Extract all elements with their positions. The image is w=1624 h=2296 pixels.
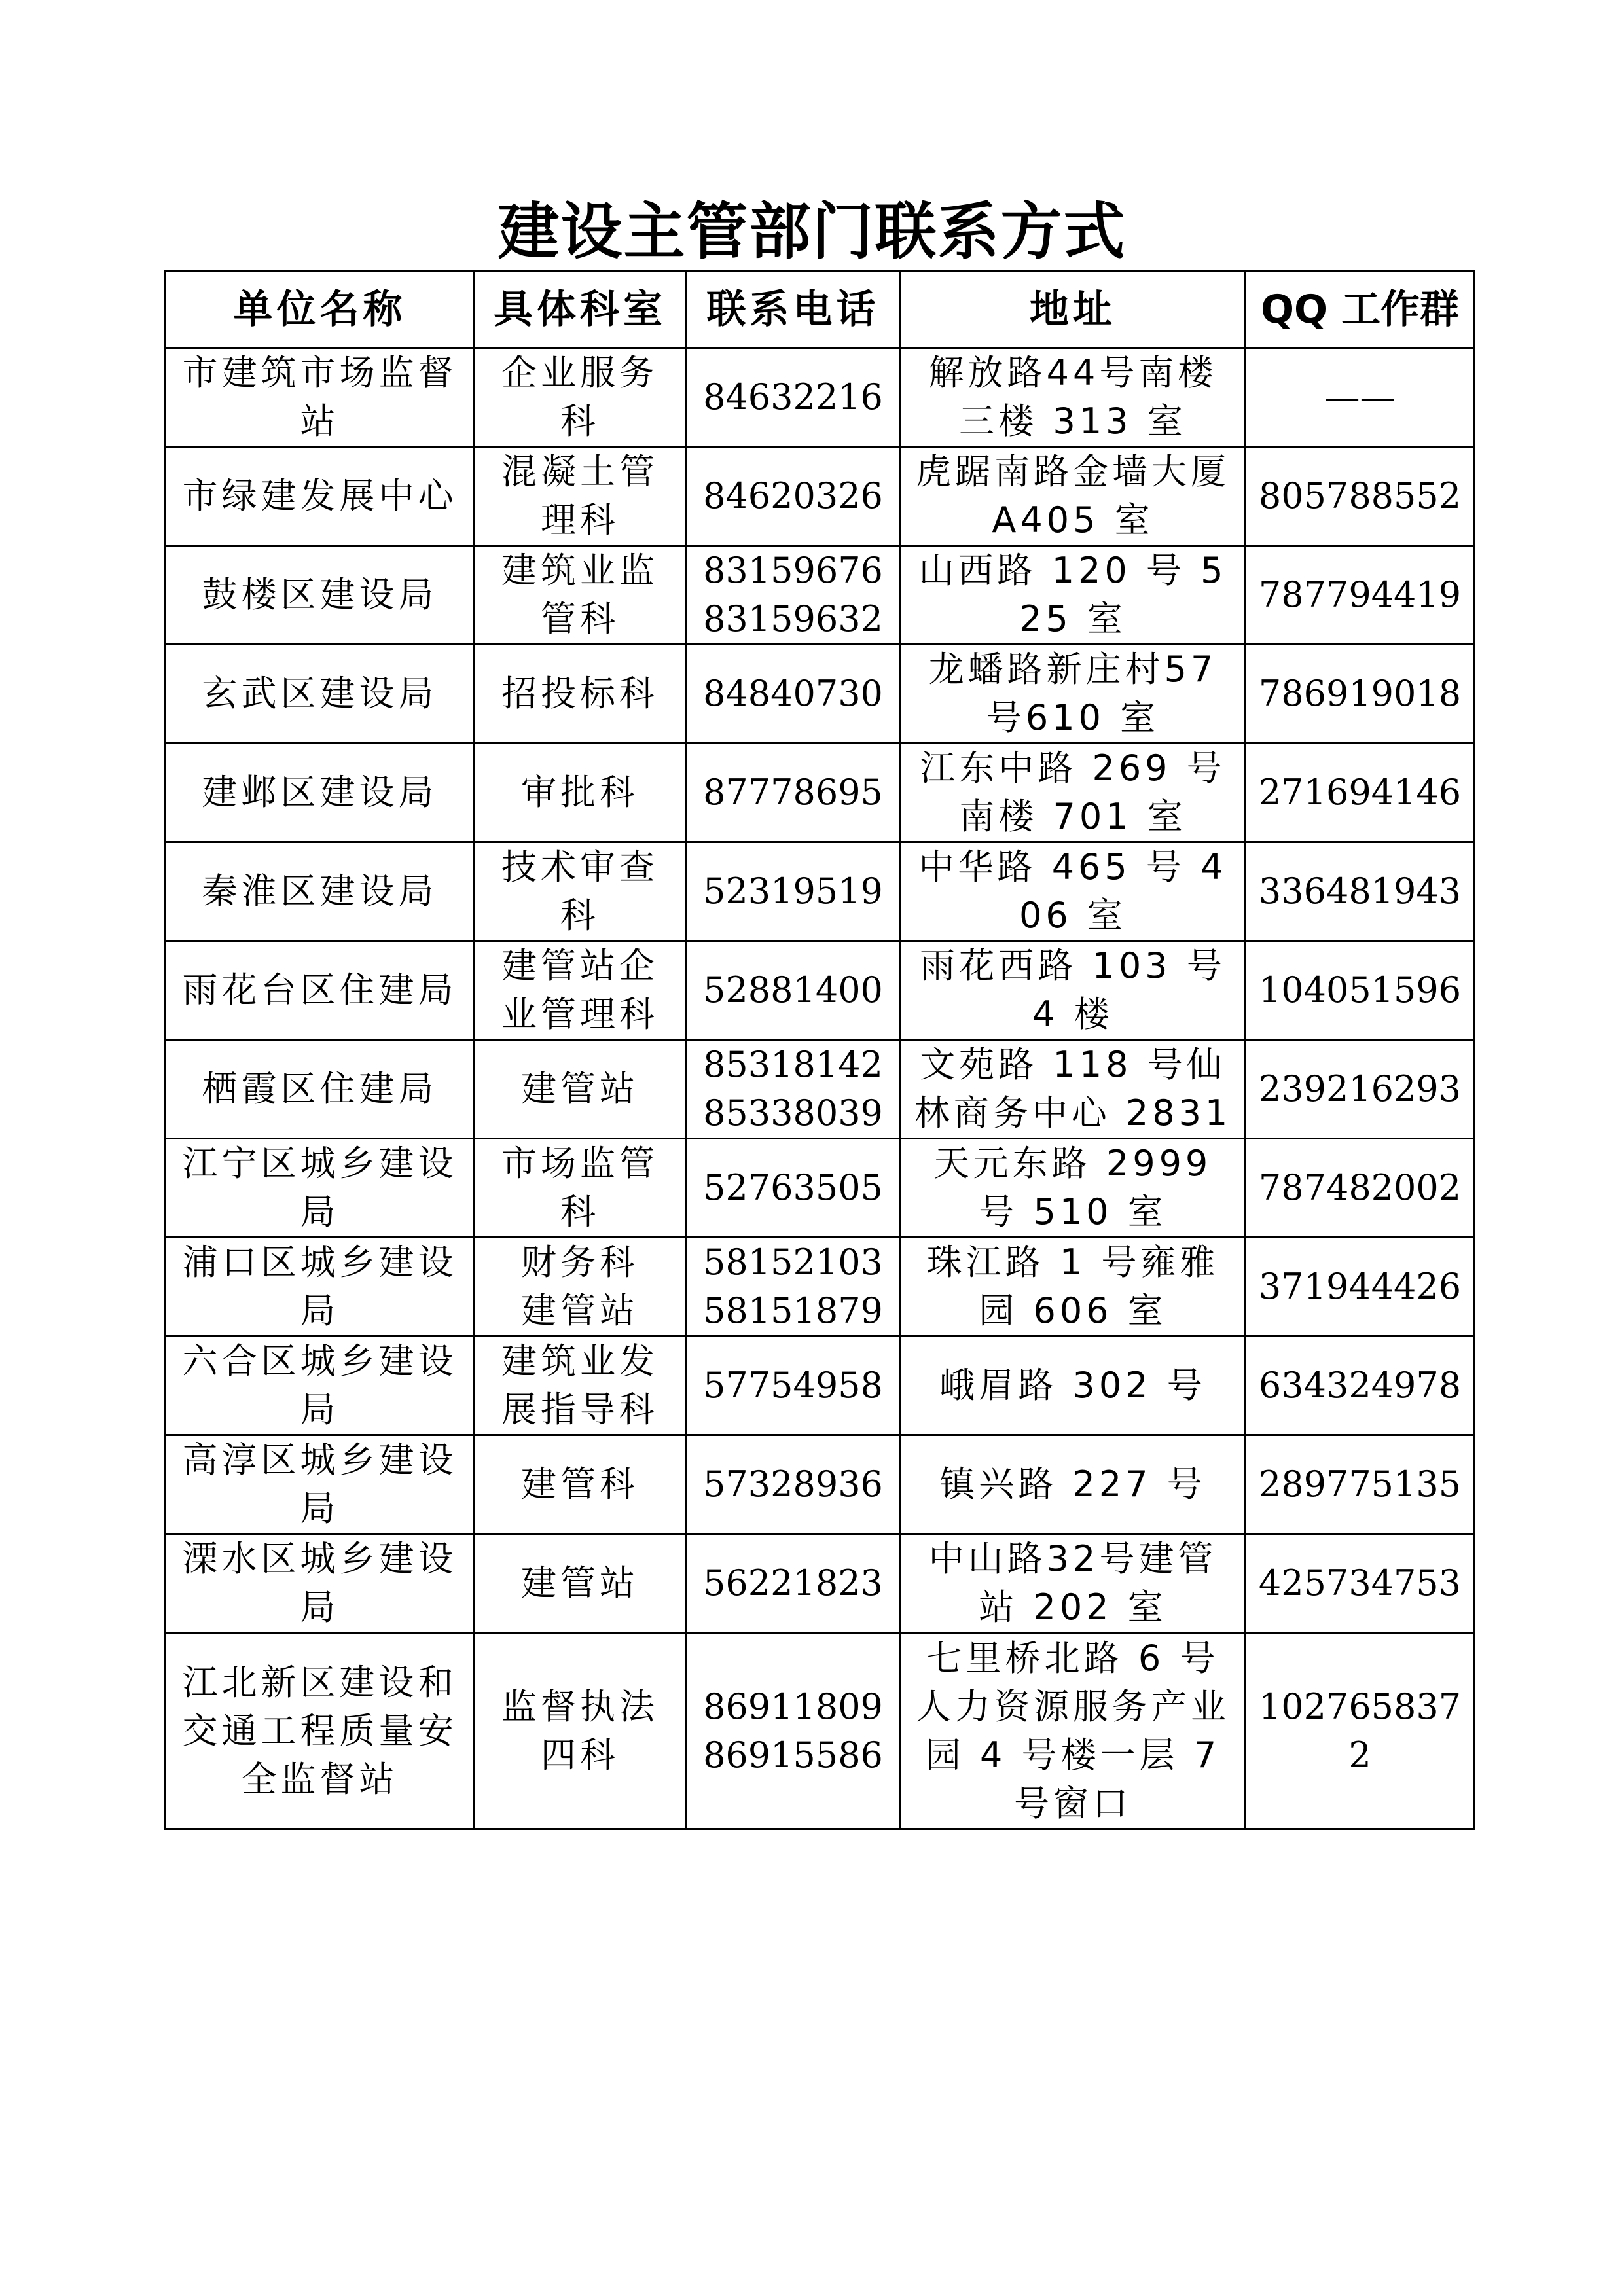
cell-phone — [686, 1435, 901, 1534]
cell-line: 787794419 — [1258, 574, 1462, 615]
cell-line: 371944426 — [1258, 1266, 1462, 1307]
table-row — [166, 941, 1475, 1040]
table-body — [166, 348, 1475, 1829]
cell-dept — [475, 447, 686, 546]
cell-dept — [475, 1633, 686, 1829]
cell-phone — [686, 1336, 901, 1435]
cell-line: 高淳区城乡建设局 — [182, 1439, 458, 1529]
cell-line: 271694146 — [1258, 772, 1462, 813]
cell-dept — [475, 1435, 686, 1534]
cell-line: 监督执法四科 — [501, 1685, 659, 1776]
table-row — [166, 744, 1475, 842]
cell-line: 1027658372 — [1258, 1685, 1462, 1776]
cell-line: 企业服务科 — [501, 352, 659, 442]
cell-line: 84620326 — [703, 475, 883, 516]
cell-dept — [475, 1040, 686, 1139]
cell-dept — [475, 348, 686, 447]
cell-dept — [475, 645, 686, 744]
cell-line: 建邺区建设局 — [202, 772, 438, 813]
cell-phone — [686, 744, 901, 842]
cell-line: 336481943 — [1258, 870, 1462, 912]
cell-line: 天元东路 2999 号 510 室 — [933, 1143, 1212, 1232]
cell-line: 中华路 465 号 406 室 — [918, 846, 1227, 936]
table-row — [166, 447, 1475, 546]
cell-unit — [166, 1336, 475, 1435]
cell-unit — [166, 1238, 475, 1336]
cell-dept — [475, 546, 686, 645]
table-row — [166, 842, 1475, 941]
header-address: 地址 — [901, 271, 1246, 348]
cell-line: 招投标科 — [501, 673, 659, 714]
cell-unit — [166, 1040, 475, 1139]
table-row — [166, 1139, 1475, 1238]
table-row — [166, 348, 1475, 447]
cell-line: 52881400 — [703, 969, 883, 1011]
cell-phone — [686, 348, 901, 447]
cell-qq — [1246, 941, 1475, 1040]
cell-qq — [1246, 645, 1475, 744]
cell-address — [901, 1238, 1246, 1336]
cell-unit — [166, 842, 475, 941]
cell-line: 建管站 — [521, 1068, 639, 1109]
cell-line: 玄武区建设局 — [202, 673, 438, 714]
cell-dept — [475, 1534, 686, 1633]
cell-unit — [166, 645, 475, 744]
cell-line: 83159676 — [703, 550, 883, 591]
cell-unit — [166, 1435, 475, 1534]
cell-phone — [686, 1238, 901, 1336]
cell-line: 解放路44号南楼三楼 313 室 — [928, 352, 1218, 442]
cell-line: 秦淮区建设局 — [202, 870, 438, 912]
cell-qq — [1246, 1633, 1475, 1829]
cell-line: 84840730 — [703, 673, 883, 714]
cell-line: 珠江路 1 号雍雅园 606 室 — [926, 1242, 1219, 1331]
cell-address — [901, 1336, 1246, 1435]
cell-line: 建管站 — [521, 1562, 639, 1604]
cell-line: 江宁区城乡建设局 — [182, 1143, 458, 1232]
cell-line: 栖霞区住建局 — [202, 1068, 438, 1109]
cell-address — [901, 546, 1246, 645]
cell-line: 805788552 — [1258, 475, 1462, 516]
cell-line: 审批科 — [521, 772, 639, 813]
cell-phone — [686, 1534, 901, 1633]
cell-line: 浦口区城乡建设局 — [182, 1242, 458, 1331]
cell-qq — [1246, 1040, 1475, 1139]
cell-address — [901, 1534, 1246, 1633]
cell-unit — [166, 1633, 475, 1829]
cell-dept — [475, 744, 686, 842]
cell-line: 峨眉路 302 号 — [939, 1365, 1206, 1406]
page-title: 建设主管部门联系方式 — [497, 196, 1127, 268]
cell-line: 634324978 — [1258, 1365, 1462, 1406]
cell-line: 57328936 — [703, 1463, 883, 1505]
cell-line: 58152103 — [703, 1242, 883, 1283]
cell-line: 溧水区城乡建设局 — [182, 1538, 458, 1628]
table-row — [166, 1435, 1475, 1534]
cell-dept — [475, 1139, 686, 1238]
cell-address — [901, 1435, 1246, 1534]
cell-qq — [1246, 1336, 1475, 1435]
cell-line: 雨花西路 103 号 4 楼 — [920, 945, 1226, 1035]
cell-line: 建管科 — [521, 1463, 639, 1505]
cell-line: 83159632 — [703, 598, 883, 639]
cell-line: 87778695 — [703, 772, 883, 813]
cell-line: 龙蟠路新庄村57号610 室 — [928, 649, 1218, 738]
cell-phone — [686, 1040, 901, 1139]
cell-line: 786919018 — [1258, 673, 1462, 714]
cell-address — [901, 447, 1246, 546]
cell-address — [901, 1633, 1246, 1829]
cell-line: 江东中路 269 号南楼 701 室 — [920, 747, 1226, 837]
table-row — [166, 1534, 1475, 1633]
cell-line: 86911809 — [703, 1685, 883, 1727]
cell-unit — [166, 546, 475, 645]
table-row — [166, 645, 1475, 744]
cell-unit — [166, 348, 475, 447]
cell-line: 混凝土管理科 — [501, 451, 659, 541]
cell-line: 鼓楼区建设局 — [202, 574, 438, 615]
cell-address — [901, 1040, 1246, 1139]
cell-qq — [1246, 546, 1475, 645]
cell-line: 市建筑市场监督站 — [182, 352, 458, 442]
cell-line: 85318142 — [703, 1044, 883, 1085]
cell-phone — [686, 842, 901, 941]
cell-dept — [475, 1238, 686, 1336]
cell-line: 52319519 — [703, 870, 883, 912]
cell-line: 289775135 — [1258, 1463, 1462, 1505]
cell-qq — [1246, 348, 1475, 447]
cell-line: 市场监管科 — [501, 1143, 659, 1232]
cell-unit — [166, 1139, 475, 1238]
header-qq: QQ 工作群 — [1246, 271, 1475, 348]
cell-address — [901, 1139, 1246, 1238]
cell-line: 市绿建发展中心 — [182, 475, 458, 516]
cell-line: 104051596 — [1258, 969, 1462, 1011]
cell-phone — [686, 1139, 901, 1238]
cell-line: 镇兴路 227 号 — [939, 1463, 1206, 1505]
cell-qq — [1246, 1139, 1475, 1238]
cell-unit — [166, 1534, 475, 1633]
cell-line: 建管站 — [521, 1290, 639, 1331]
cell-qq — [1246, 1238, 1475, 1336]
cell-qq — [1246, 1534, 1475, 1633]
cell-qq — [1246, 1435, 1475, 1534]
cell-line: 雨花台区住建局 — [182, 969, 458, 1011]
cell-line: —— — [1324, 376, 1396, 418]
cell-dept — [475, 842, 686, 941]
cell-line: 建筑业发展指导科 — [501, 1340, 659, 1430]
cell-unit — [166, 744, 475, 842]
cell-phone — [686, 447, 901, 546]
cell-line: 425734753 — [1258, 1562, 1462, 1604]
cell-line: 虎踞南路金墙大厦A405 室 — [916, 451, 1230, 541]
cell-line: 江北新区建设和交通工程质量安全监督站 — [182, 1661, 458, 1800]
cell-line: 财务科 — [521, 1242, 639, 1283]
cell-line: 787482002 — [1258, 1167, 1462, 1208]
cell-line: 85338039 — [703, 1092, 883, 1134]
table-row — [166, 1633, 1475, 1829]
cell-line: 技术审查科 — [501, 846, 659, 936]
cell-line: 建管站企业管理科 — [501, 945, 659, 1035]
cell-dept — [475, 941, 686, 1040]
cell-phone — [686, 941, 901, 1040]
cell-line: 239216293 — [1258, 1068, 1462, 1109]
cell-line: 六合区城乡建设局 — [182, 1340, 458, 1430]
cell-line: 七里桥北路 6 号人力资源服务产业园 4 号楼一层 7 号窗口 — [916, 1637, 1230, 1824]
table-row — [166, 546, 1475, 645]
cell-qq — [1246, 447, 1475, 546]
cell-line: 中山路32号建管站 202 室 — [928, 1538, 1218, 1628]
cell-qq — [1246, 744, 1475, 842]
cell-line: 57754958 — [703, 1365, 883, 1406]
table-row — [166, 1040, 1475, 1139]
cell-address — [901, 744, 1246, 842]
cell-unit — [166, 447, 475, 546]
cell-dept — [475, 1336, 686, 1435]
cell-line: 山西路 120 号 525 室 — [918, 550, 1227, 639]
cell-phone — [686, 645, 901, 744]
cell-line: 52763505 — [703, 1167, 883, 1208]
cell-qq — [1246, 842, 1475, 941]
cell-line: 86915586 — [703, 1734, 883, 1776]
cell-address — [901, 842, 1246, 941]
cell-address — [901, 645, 1246, 744]
header-dept: 具体科室 — [475, 271, 686, 348]
cell-line: 58151879 — [703, 1290, 883, 1331]
cell-unit — [166, 941, 475, 1040]
cell-line: 56221823 — [703, 1562, 883, 1604]
cell-address — [901, 348, 1246, 447]
cell-line: 建筑业监管科 — [501, 550, 659, 639]
table-header-row — [166, 271, 1475, 348]
cell-phone — [686, 546, 901, 645]
header-unit: 单位名称 — [166, 271, 475, 348]
contacts-table — [164, 270, 1475, 1830]
cell-line: 文苑路 118 号仙林商务中心 2831 — [914, 1044, 1232, 1134]
cell-line: 84632216 — [703, 376, 883, 418]
cell-address — [901, 941, 1246, 1040]
header-phone: 联系电话 — [686, 271, 901, 348]
cell-phone — [686, 1633, 901, 1829]
table-row — [166, 1336, 1475, 1435]
table-row — [166, 1238, 1475, 1336]
